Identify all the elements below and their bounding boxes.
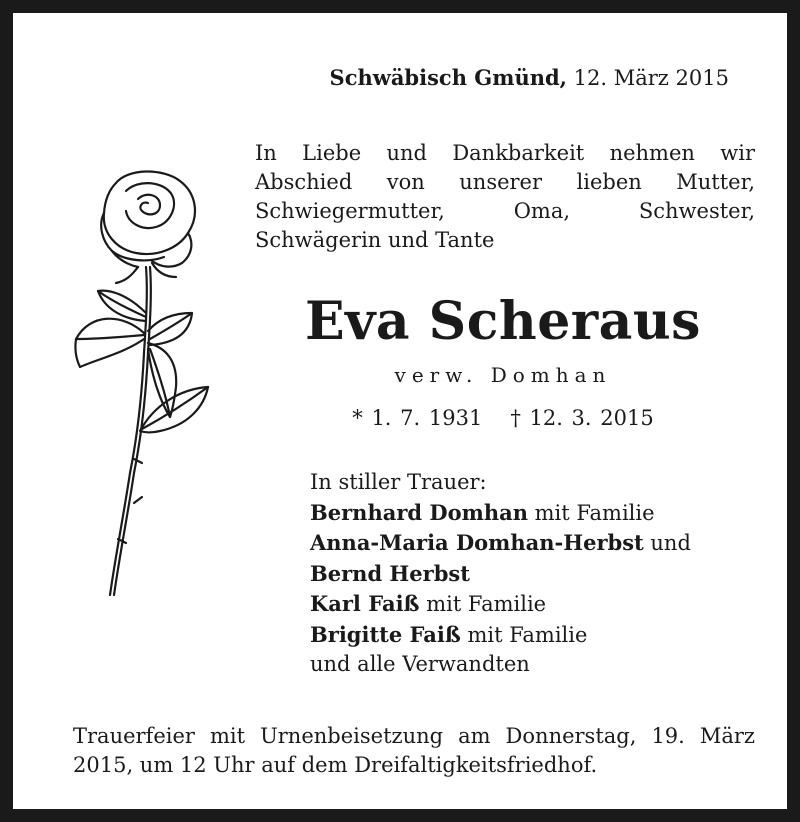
mourner-entry (310, 498, 691, 529)
maiden-name: verw. Domhan (394, 363, 612, 387)
mourners-list (310, 468, 691, 680)
intro-line: Schwägerin und Tante (255, 228, 495, 252)
mourner-suffix: mit Familie (419, 592, 547, 616)
mourner-name: Bernd Herbst (310, 560, 470, 586)
intro-line: In Liebe und Dankbarkeit nehmen wir (255, 141, 755, 165)
deceased-name: Eva Scheraus (305, 291, 701, 352)
mourner-name: Anna-Maria Domhan-Herbst (310, 530, 644, 555)
mourners-closing: und alle Verwandten (310, 652, 530, 676)
life-dates (253, 406, 753, 430)
intro-line: Schwiegermutter, Oma, Schwester, (255, 199, 755, 223)
intro-text (255, 139, 755, 255)
mourner-name: Bernhard Domhan (310, 499, 528, 525)
mourner-suffix: mit Familie (460, 622, 588, 647)
death-date: † 12. 3. 2015 (510, 406, 654, 430)
mourner-entry (310, 528, 691, 559)
mourners-heading: In stiller Trauer: (310, 470, 487, 494)
birth-date: * 1. 7. 1931 (352, 406, 483, 430)
intro-line: Abschied von unserer lieben Mutter, (255, 170, 755, 194)
mourner-name: Karl Faiß (310, 591, 420, 616)
mourner-entry (310, 589, 691, 620)
mourner-suffix: und (643, 531, 691, 555)
mourner-entry (310, 620, 691, 651)
place-date (330, 65, 729, 90)
rose-icon (68, 163, 223, 603)
mourner-entry (310, 559, 691, 590)
place: Schwäbisch Gmünd, (329, 65, 567, 90)
funeral-info: Trauerfeier mit Urnenbeisetzung am Donnerstag, 19. März 2015, um 12 Uhr auf dem Dreifaltigkeitsfriedhof. (73, 724, 755, 777)
date: 12. März 2015 (573, 66, 729, 90)
mourner-suffix: mit Familie (527, 500, 655, 525)
mourner-name: Brigitte Faiß (310, 621, 461, 647)
